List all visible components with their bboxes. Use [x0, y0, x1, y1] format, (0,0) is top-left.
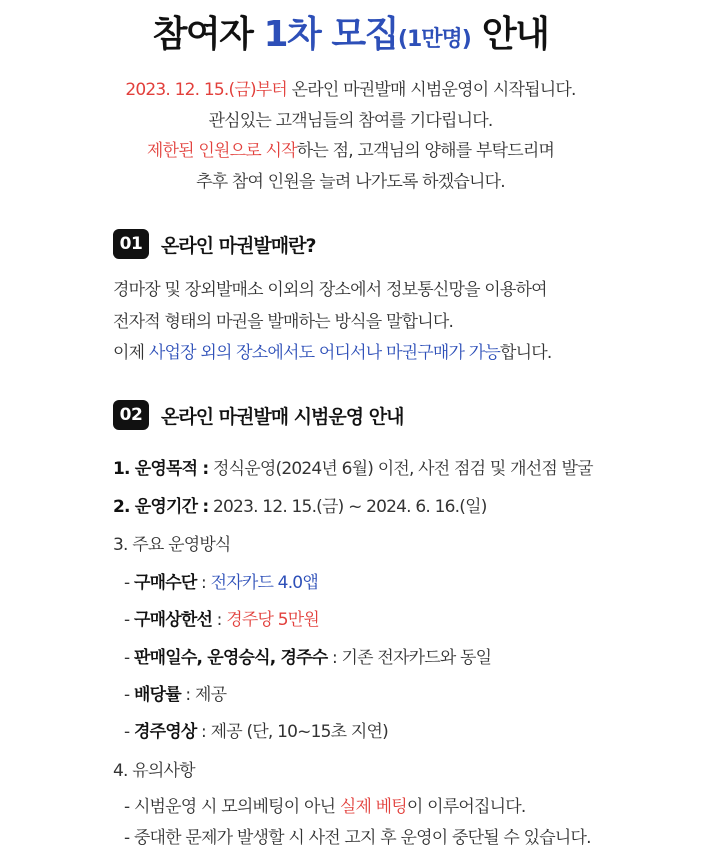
- section-1-title: 온라인 마권발매란?: [161, 234, 316, 257]
- section-1-header: [113, 227, 315, 261]
- purpose-label: 1. 운영목적 :: [113, 459, 209, 479]
- purpose-row: [113, 454, 593, 479]
- title-capacity: (1만명): [397, 27, 471, 52]
- period-label: 2. 운영기간 :: [113, 497, 209, 517]
- title-accent: 1차 모집: [263, 14, 398, 55]
- section-1-line-2: 전자적 형태의 마권을 발매하는 방식을 말합니다.: [113, 311, 454, 332]
- purpose-value: 정식운영(2024년 6월) 이전, 사전 점검 및 개선점 발굴: [208, 459, 593, 479]
- section-1-line-1: 경마장 및 장외발매소 이외의 장소에서 정보통신망을 이용하여: [113, 280, 547, 300]
- method-item-sales-days: - 판매일수, 운영승식, 경주수 : 기존 전자카드와 동일: [124, 648, 492, 668]
- section-1-badge: 01: [113, 229, 149, 259]
- intro-start-date: 2023. 12. 15.(금)부터: [125, 80, 288, 100]
- method-item-race-video: - 경주영상 : 제공 (단, 10~15초 지연): [124, 722, 388, 742]
- method-item-purchase-limit: - 구매상한선 : 경주당 5만원: [124, 610, 319, 630]
- intro-line-4: 추후 참여 인원을 늘려 나가도록 하겠습니다.: [196, 171, 505, 192]
- section-1-highlight: 사업장 외의 장소에서도 어디서나 마권구매가 가능: [148, 343, 500, 363]
- notes-heading: 4. 유의사항: [113, 761, 195, 781]
- intro-line-1: 2023. 12. 15.(금)부터 온라인 마권발매 시범운영이 시작됩니다.: [125, 80, 576, 100]
- note-1: - 시범운영 시 모의베팅이 아닌 실제 베팅이 이루어집니다.: [124, 797, 526, 817]
- method-item-odds: - 배당률 : 제공: [124, 685, 227, 705]
- section-1-line-3: 이제 사업장 외의 장소에서도 어디서나 마권구매가 가능합니다.: [113, 343, 552, 363]
- section-2-header: [113, 398, 403, 432]
- note-2: - 중대한 문제가 발생할 시 사전 고지 후 운영이 중단될 수 있습니다.: [124, 828, 591, 848]
- title-post: 안내: [470, 14, 549, 55]
- intro-limited-notice: 제한된 인원으로 시작: [146, 141, 297, 161]
- page-title: [0, 6, 701, 57]
- method-heading: 3. 주요 운영방식: [113, 535, 231, 555]
- intro-text: [0, 75, 701, 197]
- section-1-body: [113, 275, 673, 370]
- intro-line-2: 관심있는 고객님들의 참여를 기다립니다.: [208, 110, 493, 131]
- section-2-badge: 02: [113, 400, 149, 430]
- note-1-highlight: 실제 베팅: [339, 797, 407, 817]
- title-pre: 참여자: [152, 14, 264, 55]
- section-2-title: 온라인 마권발매 시범운영 안내: [161, 405, 404, 428]
- intro-line-3: 제한된 인원으로 시작하는 점, 고객님의 양해를 부탁드리며: [146, 141, 555, 161]
- period-value: 2023. 12. 15.(금) ~ 2024. 6. 16.(일): [208, 497, 487, 517]
- period-row: [113, 492, 487, 517]
- method-item-purchase-means: - 구매수단 : 전자카드 4.0앱: [124, 573, 318, 593]
